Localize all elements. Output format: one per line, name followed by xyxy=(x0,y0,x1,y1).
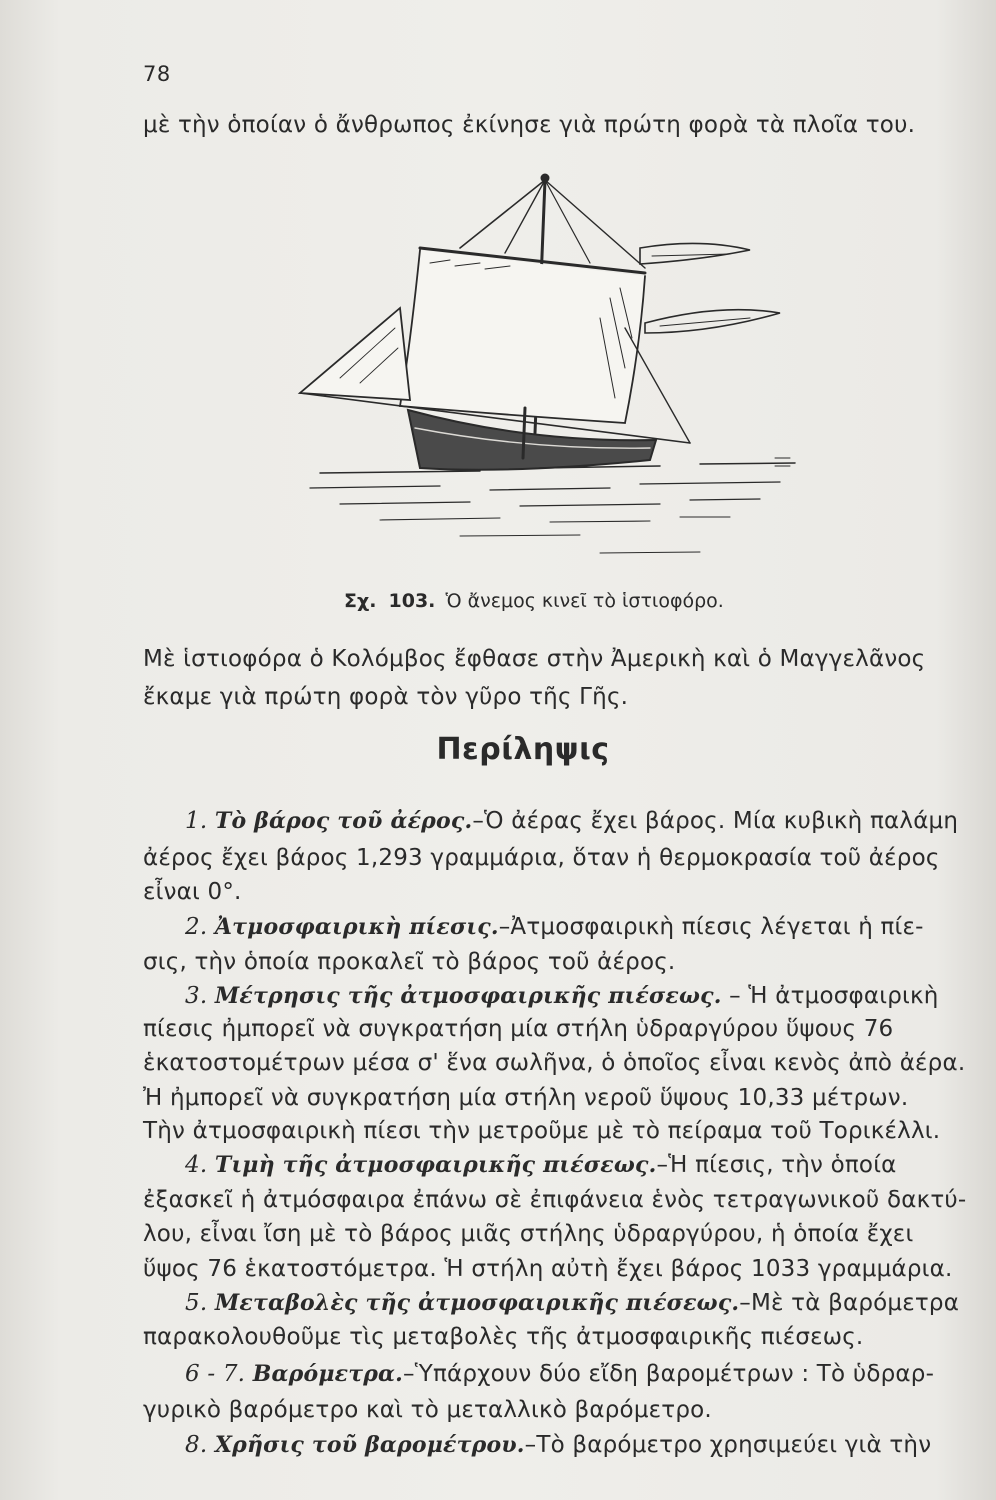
item-text: –Ὁ ἀέρας ἔχει βάρος. Μία κυβικὴ παλάμη xyxy=(472,808,959,834)
summary-item xyxy=(185,1290,959,1316)
intro-line: μὲ τὴν ὁποίαν ὁ ἄνθρωπος ἐκίνησε γιὰ πρώτη φορὰ τὰ πλοῖα του. xyxy=(143,112,916,138)
item-text: –Ἀτμοσφαιρικὴ πίεσις λέγεται ἡ πίε- xyxy=(498,914,924,940)
item-text: –Ὑπάρχουν δύο εἴδη βαρομέτρων : Τὸ ὑδραρ- xyxy=(403,1361,935,1387)
item-title: Ἀτμοσφαιρικὴ πίεσις. xyxy=(214,914,499,940)
figure-label: Σχ. xyxy=(344,590,377,612)
item-number: 4. xyxy=(185,1152,208,1178)
item-number: 5. xyxy=(185,1290,208,1316)
item-text: – Ἡ ἀτμοσφαιρικὴ xyxy=(721,983,939,1009)
item-title: Τιμὴ τῆς ἀτμοσφαιρικῆς πιέσεως. xyxy=(214,1152,657,1178)
item-title: Χρῆσις τοῦ βαρομέτρου. xyxy=(214,1432,525,1458)
item-text-line: Ἠ ἠμπορεῖ νὰ συγκρατήση μία στήλη νεροῦ ὕψους 10,33 μέτρων. xyxy=(143,1085,909,1111)
sailboat-illustration xyxy=(280,168,800,568)
item-text-line: σις, τὴν ὁποία προκαλεῖ τὸ βάρος τοῦ ἀέρος. xyxy=(143,949,676,975)
item-title: Τὸ βάρος τοῦ ἀέρος. xyxy=(214,808,473,834)
item-number: 6 - 7. xyxy=(185,1361,246,1387)
summary-item xyxy=(185,914,924,940)
item-text-line: εἶναι 0°. xyxy=(143,879,242,905)
item-text: –Μὲ τὰ βαρόμετρα xyxy=(739,1290,960,1316)
summary-item xyxy=(185,1152,897,1178)
item-text: –Τὸ βαρόμετρο χρησιμεύει γιὰ τὴν xyxy=(524,1432,932,1458)
item-text-line: λου, εἶναι ἴση μὲ τὸ βάρος μιᾶς στήλης ὑδραργύρου, ἡ ὁποία ἔχει xyxy=(143,1221,914,1247)
item-text-line: ὕψος 76 ἑκατοστόμετρα. Ἡ στήλη αὐτὴ ἔχει βάρος 1033 γραμμάρια. xyxy=(143,1256,953,1282)
item-text: –Ἡ πίεσις, τὴν ὁποία xyxy=(656,1152,897,1178)
item-text-line: γυρικὸ βαρόμετρο καὶ τὸ μεταλλικὸ βαρόμετρο. xyxy=(143,1397,712,1423)
figure-caption-text: Ὁ ἄνεμος κινεῖ τὸ ἱστιοφόρο. xyxy=(445,590,724,612)
item-text-line: πίεσις ἠμπορεῖ νὰ συγκρατήση μία στήλη ὑδραργύρου ὕψους 76 xyxy=(143,1016,894,1042)
item-number: 8. xyxy=(185,1432,208,1458)
paragraph-line: Μὲ ἱστιοφόρα ὁ Κολόμβος ἔφθασε στὴν Ἀμερικὴ καὶ ὁ Μαγγελᾶνος xyxy=(143,646,926,672)
item-text-line: ἑκατοστομέτρων μέσα σ' ἕνα σωλῆνα, ὁ ὁποῖος εἶναι κενὸς ἀπὸ ἀέρα. xyxy=(143,1050,966,1076)
figure-caption xyxy=(344,590,724,612)
item-text-line: ἀέρος ἔχει βάρος 1,293 γραμμάρια, ὅταν ἡ θερμοκρασία τοῦ ἀέρος xyxy=(143,845,940,871)
item-title: Μεταβολὲς τῆς ἀτμοσφαιρικῆς πιέσεως. xyxy=(214,1290,740,1316)
item-number: 3. xyxy=(185,983,208,1009)
item-title: Βαρόμετρα. xyxy=(252,1361,404,1387)
item-title: Μέτρησις τῆς ἀτμοσφαιρικῆς πιέσεως. xyxy=(214,983,722,1009)
summary-item xyxy=(185,1361,934,1387)
item-text-line: Τὴν ἀτμοσφαιρικὴ πίεσι τὴν μετροῦμε μὲ τὸ πείραμα τοῦ Τορικέλλι. xyxy=(143,1118,941,1144)
summary-item xyxy=(185,1432,931,1458)
summary-item xyxy=(185,808,958,834)
paragraph-line: ἔκαμε γιὰ πρώτη φορὰ τὸν γῦρο τῆς Γῆς. xyxy=(143,684,629,710)
section-heading: Περίληψις xyxy=(436,732,610,767)
page-number: 78 xyxy=(143,62,171,86)
summary-item xyxy=(185,983,939,1009)
item-text-line: παρακολουθοῦμε τὶς μεταβολὲς τῆς ἀτμοσφαιρικῆς πιέσεως. xyxy=(143,1324,864,1350)
figure-number: 103. xyxy=(388,590,436,612)
item-text-line: ἐξασκεῖ ἡ ἀτμόσφαιρα ἐπάνω σὲ ἐπιφάνεια ἑνὸς τετραγωνικοῦ δακτύ- xyxy=(143,1187,967,1213)
item-number: 1. xyxy=(185,808,208,834)
item-number: 2. xyxy=(185,914,208,940)
